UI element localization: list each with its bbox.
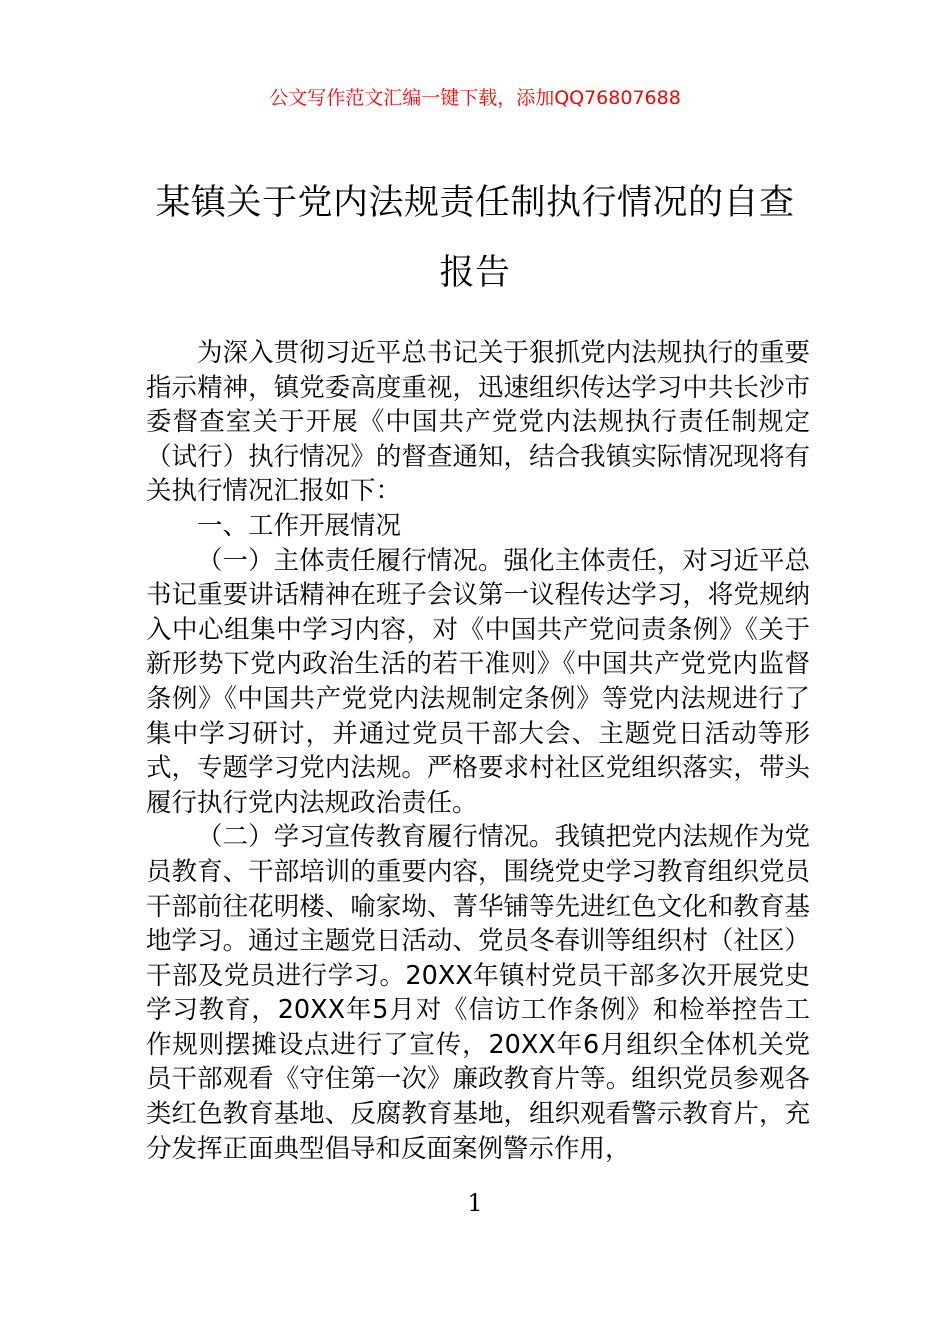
paragraph-study-publicity: （二）学习宣传教育履行情况。我镇把党内法规作为党员教育、干部培训的重要内容，围绕党史学习教育组织党员干部前往花明楼、喻家坳、菁华铺等先进红色文化和教育基地学习。通过主题党日活动、党员冬春训等组织村（社区）干部及党员进行学习。20XX年镇村党员干部多次开展党史学习教育，20XX年5月对《信访工作条例》和检举控告工作规则摆摊设点进行了宣传，20XX年6月组织全体机关党员干部观看《守住第一次》廉政教育片等。组织党员参观各类红色教育基地、反腐教育基地，组织观看警示教育片，充分发挥正面典型倡导和反面案例警示作用， (146, 822, 810, 1164)
document-body (146, 336, 810, 1166)
header-download-note: 公文写作范文汇编一键下载，添加QQ76807688 (269, 87, 681, 109)
section-heading-work-status: 一、工作开展情况 (197, 510, 402, 541)
document-title: 某镇关于党内法规责任制执行情况的自查报告 (155, 183, 795, 293)
paragraph-main-responsibility: （一）主体责任履行情况。强化主体责任，对习近平总书记重要讲话精神在班子会议第一议程传达学习，将党规纳入中心组集中学习内容，对《中国共产党问责条例》《关于新形势下党内政治生活的若干准则》《中国共产党党内监督条例》《中国共产党党内法规制定条例》等党内法规进行了集中学习研讨，并通过党员干部大会、主题党日活动等形式，专题学习党内法规。严格要求村社区党组织落实，带头履行执行党内法规政治责任。 (146, 545, 810, 818)
paragraph-intro: 为深入贯彻习近平总书记关于狠抓党内法规执行的重要指示精神，镇党委高度重视，迅速组织传达学习中共长沙市委督查室关于开展《中国共产党党内法规执行责任制规定（试行）执行情况》的督查通知，结合我镇实际情况现将有关执行情况汇报如下： (146, 338, 810, 507)
page-number: 1 (467, 1189, 483, 1217)
